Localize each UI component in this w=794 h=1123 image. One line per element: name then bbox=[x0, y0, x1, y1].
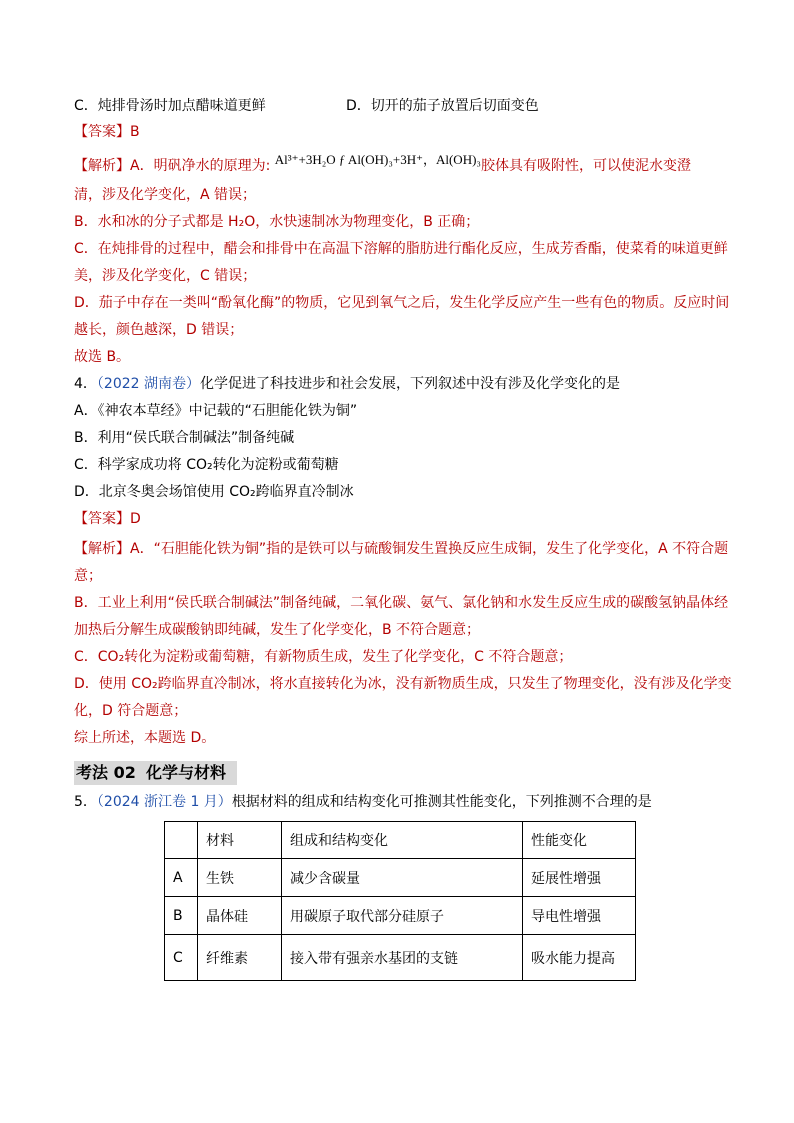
q3-option-c: C．炖排骨汤时加点醋味道更鲜 bbox=[74, 98, 266, 114]
q4-option-a: A．《神农本草经》中记载的“石胆能化铁为铜” bbox=[74, 403, 358, 419]
table-header-row bbox=[165, 822, 636, 859]
analysis-a-suffix: 胶体具有吸附性，可以使泥水变澄 bbox=[480, 158, 691, 174]
table-cell: 晶体硅 bbox=[198, 897, 282, 935]
q3-analysis-a-cont: 清，涉及化学变化，A 错误； bbox=[74, 187, 257, 203]
table-cell: 生铁 bbox=[198, 859, 282, 897]
q4-analysis-d: D．使用 CO₂跨临界直冷制冰，将水直接转化为冰，没有新物质生成，只发生了物理变化，没有涉及化学变 bbox=[74, 676, 732, 692]
q4-analysis-a bbox=[74, 539, 728, 559]
table-row bbox=[165, 935, 636, 981]
table-header-cell: 组成和结构变化 bbox=[282, 822, 523, 859]
q5-number: 5． bbox=[74, 794, 97, 810]
q4-analysis-c: C．CO₂转化为淀粉或葡萄糖，有新物质生成，发生了化学变化，C 不符合题意； bbox=[74, 649, 573, 665]
q4-option-c: C．科学家成功将 CO₂转化为淀粉或葡萄糖 bbox=[74, 457, 339, 473]
answer-value: B bbox=[130, 124, 140, 140]
answer-tag: 【答案】 bbox=[74, 511, 130, 527]
q4-stem bbox=[74, 374, 620, 394]
table-cell: B bbox=[165, 897, 198, 935]
table-cell: 吸水能力提高 bbox=[523, 935, 636, 981]
q4-analysis-b: B．工业上利用“侯氏联合制碱法”制备纯碱，二氧化碳、氨气、氯化钠和水发生反应生成的碳酸氢钠晶体经 bbox=[74, 595, 729, 611]
table-cell: 纤维素 bbox=[198, 935, 282, 981]
q4-analysis-a-cont: 意； bbox=[74, 568, 102, 584]
q3-conclusion: 故选 B。 bbox=[74, 349, 131, 365]
q3-analysis-a bbox=[74, 152, 691, 176]
section-title: 化学与材料 bbox=[146, 763, 227, 782]
table-cell: 接入带有强亲水基团的支链 bbox=[282, 935, 523, 981]
analysis-tag: 【解析】 bbox=[74, 158, 130, 174]
table-cell: C bbox=[165, 935, 198, 981]
q3-answer bbox=[74, 122, 140, 142]
q4-analysis-d-cont: 化，D 符合题意； bbox=[74, 703, 188, 719]
section-header bbox=[74, 761, 237, 785]
table-row bbox=[165, 859, 636, 897]
table-header-cell: 材料 bbox=[198, 822, 282, 859]
q3-option-d: D．切开的茄子放置后切面变色 bbox=[346, 98, 539, 114]
table-cell: 导电性增强 bbox=[523, 897, 636, 935]
answer-tag: 【答案】 bbox=[74, 124, 130, 140]
q4-option-d: D．北京冬奥会场馆使用 CO₂跨临界直冷制冰 bbox=[74, 484, 354, 500]
section-label: 考法 02 bbox=[76, 763, 136, 782]
q5-stem-text: 根据材料的组成和结构变化可推测其性能变化，下列推测不合理的是 bbox=[231, 794, 652, 810]
table-cell: 减少含碳量 bbox=[282, 859, 523, 897]
table-cell: 延展性增强 bbox=[523, 859, 636, 897]
table-cell: 用碳原子取代部分硅原子 bbox=[282, 897, 523, 935]
q3-analysis-c: C．在炖排骨的过程中，醋会和排骨中在高温下溶解的脂肪进行酯化反应，生成芳香酯，使菜肴的味道更鲜 bbox=[74, 241, 728, 257]
analysis-a-text: A．“石胆能化铁为铜”指的是铁可以与硫酸铜发生置换反应生成铜，发生了化学变化，A 不符合题 bbox=[130, 541, 729, 557]
q5-source: （2024 浙江卷 1 月） bbox=[96, 794, 232, 810]
q4-answer bbox=[74, 509, 141, 529]
q4-option-b: B．利用“侯氏联合制碱法”制备纯碱 bbox=[74, 430, 295, 446]
analysis-tag: 【解析】 bbox=[74, 541, 130, 557]
q3-analysis-c-cont: 美，涉及化学变化，C 错误； bbox=[74, 268, 257, 284]
q5-stem bbox=[74, 792, 652, 812]
q4-analysis-b-cont: 加热后分解生成碳酸钠即纯碱，发生了化学变化，B 不符合题意； bbox=[74, 622, 481, 638]
table-row bbox=[165, 897, 636, 935]
q3-analysis-d-cont: 越长，颜色越深，D 错误； bbox=[74, 322, 244, 338]
analysis-a-prefix: A．明矾净水的原理为: bbox=[130, 158, 275, 174]
q3-analysis-b: B．水和冰的分子式都是 H₂O，水快速制冰为物理变化，B 正确； bbox=[74, 214, 480, 230]
q4-number: 4． bbox=[74, 376, 97, 392]
materials-table bbox=[164, 821, 636, 981]
table-header-cell bbox=[165, 822, 198, 859]
answer-value: D bbox=[130, 511, 141, 527]
alum-hydrolysis-formula: Al³⁺+3H₂O ƒ Al(OH)₃+3H⁺，Al(OH)₃ bbox=[274, 152, 481, 167]
q4-stem-text: 化学促进了科技进步和社会发展，下列叙述中没有涉及化学变化的是 bbox=[200, 376, 621, 392]
table-header-cell: 性能变化 bbox=[523, 822, 636, 859]
q4-conclusion: 综上所述，本题选 D。 bbox=[74, 730, 216, 746]
table-cell: A bbox=[165, 859, 198, 897]
q4-source: （2022 湖南卷） bbox=[96, 376, 201, 392]
q3-analysis-d: D．茄子中存在一类叫“酚氧化酶”的物质，它见到氧气之后，发生化学反应产生一些有色的物质。反应时间 bbox=[74, 295, 730, 311]
